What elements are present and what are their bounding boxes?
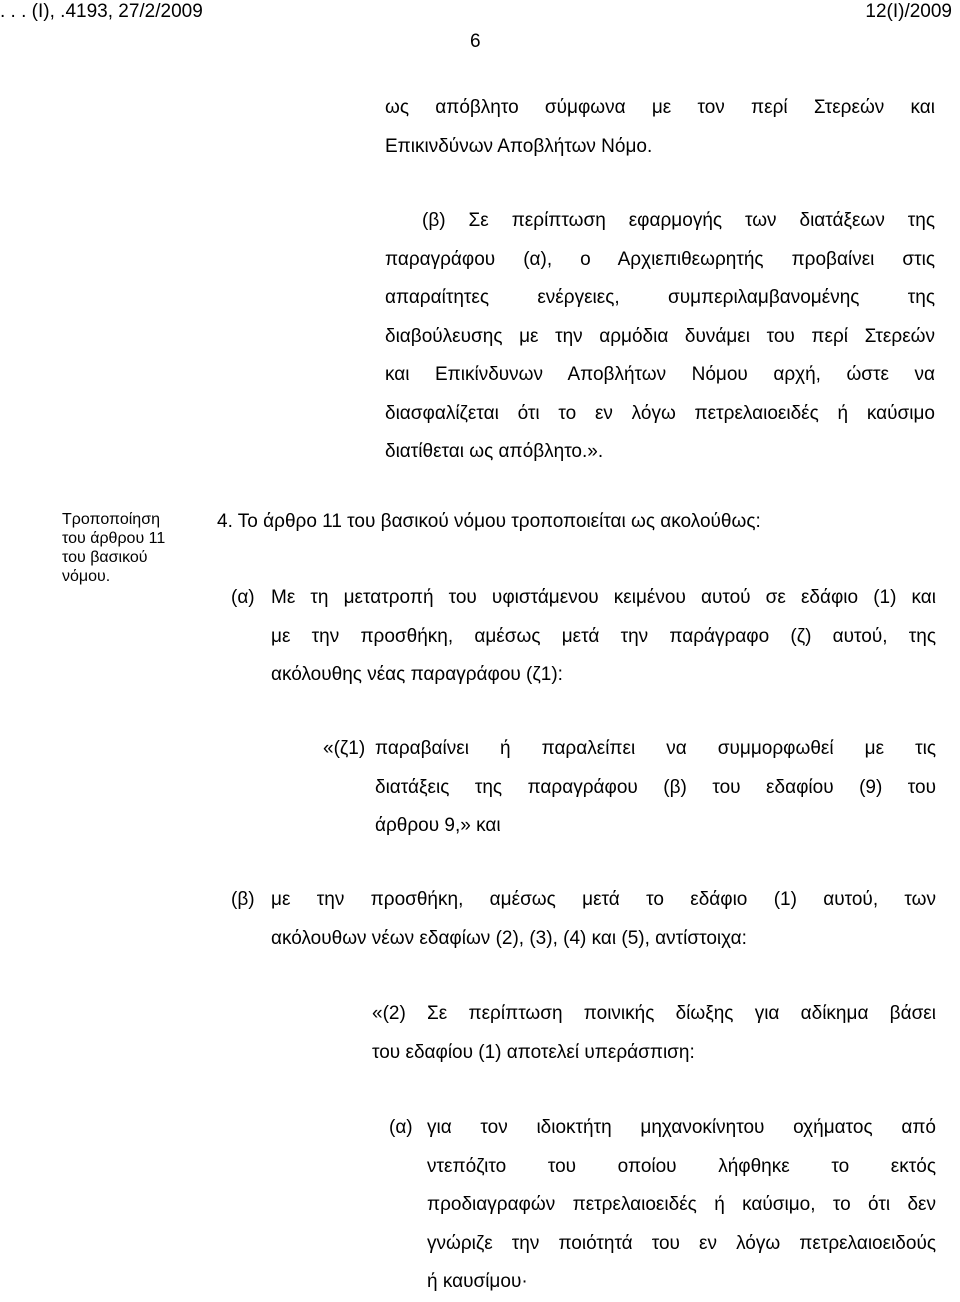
item-b-label: (β) — [231, 889, 255, 910]
text-line: Επικινδύνων Αποβλήτων Νόμο. — [385, 135, 653, 157]
text-line: για τον ιδιοκτήτη μηχανοκίνητου οχήματος από — [427, 1117, 936, 1138]
margin-note-line: Τροποποίηση — [62, 511, 160, 528]
item-a-text — [271, 579, 936, 695]
paragraph-continuation — [385, 89, 935, 166]
text-line: γνώριζε την ποιότητά του εν λόγω πετρελαιοειδούς — [427, 1232, 936, 1254]
text-line: διαβούλευσης με την αρμόδια δυνάμει του περί Στερεών — [385, 325, 935, 347]
text-line: (β) Σε περίπτωση εφαρμογής των διατάξεων της — [422, 210, 935, 231]
text-line: ακόλουθης νέας παραγράφου (ζ1): — [271, 664, 563, 685]
margin-note-line: του βασικού — [62, 549, 148, 566]
text-line: 4. Το άρθρο 11 του βασικού νόμου τροποποιείται ως ακολούθως: — [217, 511, 761, 532]
item-z1-label: «(ζ1) — [323, 738, 366, 759]
item-a-label: (α) — [231, 587, 255, 608]
text-line: άρθρου 9,» και — [375, 815, 501, 836]
text-line: ή καυσίμου· — [427, 1271, 528, 1292]
text-line: απαραίτητες ενέργειες, συμπεριλαμβανομένης της — [385, 287, 935, 308]
text-line: ακόλουθων νέων εδαφίων (2), (3), (4) και (5), αντίστοιχα: — [271, 927, 747, 949]
text-line: «(2) Σε περίπτωση ποινικής δίωξης για αδίκημα βάσει — [372, 1003, 936, 1024]
page-number: 6 — [470, 31, 481, 52]
header-left: . . . (I), .4193, 27/2/2009 — [0, 1, 203, 22]
text-line: διατίθεται ως απόβλητο.». — [385, 441, 604, 462]
paragraph-b — [385, 202, 935, 472]
text-line: ντεπόζιτο του οποίου λήφθηκε το εκτός — [427, 1155, 936, 1177]
text-line: με την προσθήκη, αμέσως μετά την παράγραφο (ζ) αυτού, της — [271, 625, 936, 647]
subsection-2 — [372, 995, 936, 1072]
text-line: διασφαλίζεται ότι το εν λόγω πετρελαιοειδές ή καύσιμο — [385, 402, 935, 424]
margin-note-line: του άρθρου 11 — [62, 530, 166, 547]
text-line: παραβαίνει ή παραλείπει να συμμορφωθεί με τις — [375, 738, 936, 759]
text-line: διατάξεις της παραγράφου (β) του εδαφίου (9) του — [375, 776, 936, 798]
text-line: του εδαφίου (1) αποτελεί υπεράσπιση: — [372, 1041, 695, 1063]
margin-note-line: νόμου. — [62, 568, 111, 585]
item-z1-text — [375, 730, 936, 846]
section-4-heading — [217, 503, 937, 542]
sub2-a-text — [427, 1109, 936, 1302]
header-right: 12(I)/2009 — [865, 1, 952, 22]
text-line: και Επικίνδυνων Αποβλήτων Νόμου αρχή, ώστε να — [385, 364, 935, 385]
text-line: προδιαγραφών πετρελαιοειδές ή καύσιμο, το ότι δεν — [427, 1194, 936, 1215]
sub2-a-label: (α) — [389, 1117, 413, 1138]
text-line: Με τη μετατροπή του υφιστάμενου κειμένου αυτού σε εδάφιο (1) και — [271, 587, 936, 608]
text-line: παραγράφου (α), ο Αρχιεπιθεωρητής προβαίνει στις — [385, 248, 935, 270]
margin-note — [62, 510, 192, 586]
item-b-text — [271, 881, 936, 958]
text-line: με την προσθήκη, αμέσως μετά το εδάφιο (1) αυτού, των — [271, 889, 936, 910]
text-line: ως απόβλητο σύμφωνα με τον περί Στερεών και — [385, 97, 935, 118]
